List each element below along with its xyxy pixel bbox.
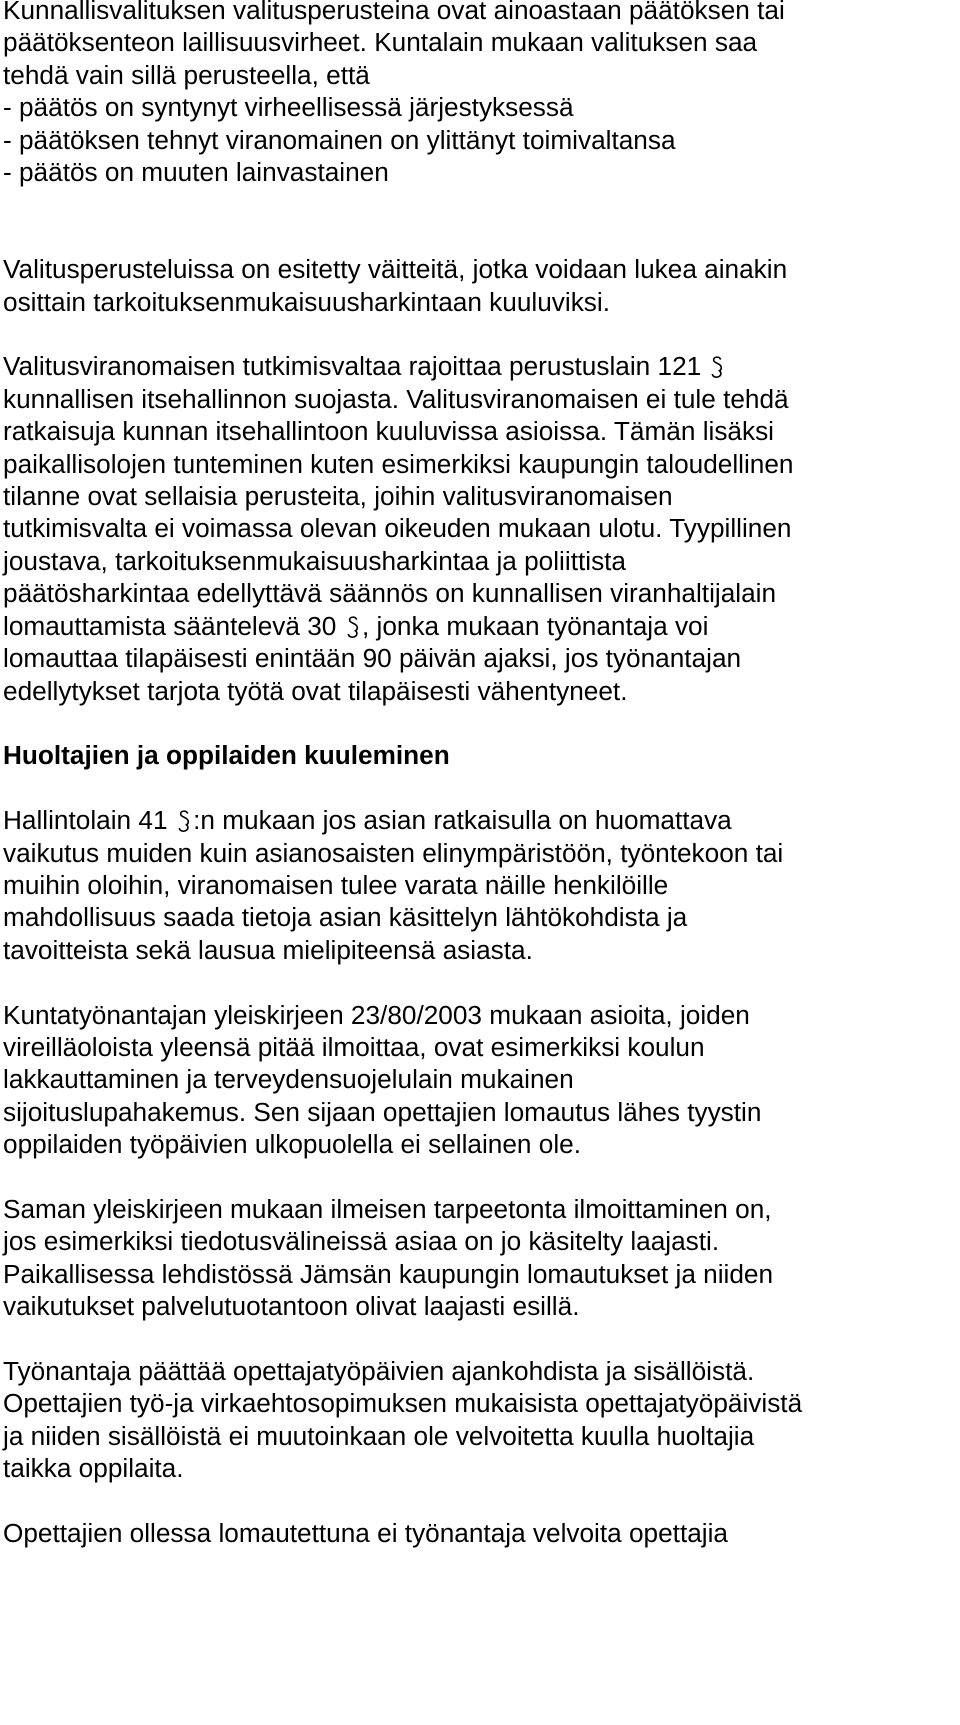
list-item: - päätös on syntynyt virheellisessä järjestyksessä xyxy=(3,92,574,123)
text-line: lakkauttaminen ja terveydensuojelulain mukainen xyxy=(3,1064,574,1095)
paragraph-vaitteet xyxy=(3,253,955,318)
text-line: kunnallisen itsehallinnon suojasta. Valitusviranomaisen ei tule tehdä xyxy=(3,383,789,414)
text-segment: lomauttamista sääntelevä 30 xyxy=(3,610,337,641)
text-line: mahdollisuus saada tietoja asian käsittelyn lähtökohdista ja xyxy=(3,902,688,933)
paragraph-yleiskirje xyxy=(3,999,955,1161)
paragraph-viimeinen xyxy=(3,1517,955,1549)
paragraph-spacer xyxy=(3,707,955,739)
paragraph-hallintolaki xyxy=(3,804,955,966)
paragraph-spacer xyxy=(3,318,955,350)
document-page xyxy=(3,0,955,1549)
text-line: Saman yleiskirjeen mukaan ilmeisen tarpeetonta ilmoittaminen on, xyxy=(3,1193,772,1224)
text-line: Opettajien ollessa lomautettuna ei työnantaja velvoita opettajia xyxy=(3,1517,728,1548)
text-line: Kunnallisvalituksen valitusperusteina ovat ainoastaan päätöksen tai xyxy=(3,0,785,25)
text-line: ja niiden sisällöistä ei muutoinkaan ole velvoitetta kuulla huoltajia xyxy=(3,1420,755,1451)
text-line: osittain tarkoituksenmukaisuusharkintaan kuuluviksi. xyxy=(3,286,610,317)
list-item: - päätöksen tehnyt viranomainen on ylittänyt toimivaltansa xyxy=(3,124,676,155)
text-line: päätöksenteon laillisuusvirheet. Kuntalain mukaan valituksen saa xyxy=(3,27,758,58)
text-line: Paikallisessa lehdistössä Jämsän kaupungin lomautukset ja niiden xyxy=(3,1258,774,1289)
text-line: Opettajien työ-ja virkaehtosopimuksen mukaisista opettajatyöpäivistä xyxy=(3,1388,803,1419)
heading-text: Huoltajien ja oppilaiden kuuleminen xyxy=(3,740,450,771)
text-line: joustava, tarkoituksenmukaisuusharkintaa ja poliittista xyxy=(3,545,627,576)
text-line: Valitusperusteluissa on esitetty väitteitä, jotka voidaan lukea ainakin xyxy=(3,254,788,285)
text-line: tilanne ovat sellaisia perusteita, joihin valitusviranomaisen xyxy=(3,481,673,512)
paragraph-tyonantaja xyxy=(3,1355,955,1485)
paragraph-spacer xyxy=(3,1485,955,1517)
section-symbol-icon xyxy=(344,614,362,640)
paragraph-ilmoittaminen xyxy=(3,1193,955,1323)
text-line: tavoitteista sekä lausua mielipiteensä asiasta. xyxy=(3,934,533,965)
paragraph-spacer xyxy=(3,1161,955,1193)
text-line xyxy=(3,350,955,382)
paragraph-valitusperusteet xyxy=(3,0,955,188)
text-line xyxy=(3,610,955,642)
text-line: jos esimerkiksi tiedotusvälineissä asiaa on jo käsitelty laajasti. xyxy=(3,1226,720,1257)
text-line: Työnantaja päättää opettajatyöpäivien ajankohdista ja sisällöistä. xyxy=(3,1355,755,1386)
text-line: edellytykset tarjota työtä ovat tilapäisesti vähentyneet. xyxy=(3,675,628,706)
text-line: lomauttaa tilapäisesti enintään 90 päivän ajaksi, jos työnantajan xyxy=(3,643,742,674)
text-line: Kuntatyönantajan yleiskirjeen 23/80/2003 mukaan asioita, joiden xyxy=(3,999,750,1030)
paragraph-spacer xyxy=(3,188,955,253)
text-line: muihin oloihin, viranomaisen tulee varata näille henkilöille xyxy=(3,869,669,900)
text-line: tehdä vain sillä perusteella, että xyxy=(3,59,370,90)
paragraph-spacer xyxy=(3,966,955,998)
section-symbol-icon xyxy=(175,808,193,834)
text-line: vaikutukset palvelutuotantoon olivat laajasti esillä. xyxy=(3,1291,580,1322)
text-segment: , jonka mukaan työnantaja voi xyxy=(361,610,709,641)
text-line: tutkimisvalta ei voimassa olevan oikeuden mukaan ulotu. Tyypillinen xyxy=(3,513,792,544)
paragraph-tutkimisvalta xyxy=(3,350,955,706)
text-line: sijoituslupahakemus. Sen sijaan opettajien lomautus lähes tyystin xyxy=(3,1096,762,1127)
list-item: - päätös on muuten lainvastainen xyxy=(3,157,389,188)
text-segment: Valitusviranomaisen tutkimisvaltaa rajoittaa perustuslain 121 xyxy=(3,351,702,382)
section-symbol-icon xyxy=(708,354,726,380)
text-line: päätösharkintaa edellyttävä säännös on kunnallisen viranhaltijalain xyxy=(3,578,777,609)
paragraph-spacer xyxy=(3,1323,955,1355)
text-line: paikallisolojen tunteminen kuten esimerkiksi kaupungin taloudellinen xyxy=(3,448,794,479)
paragraph-spacer xyxy=(3,772,955,804)
section-heading xyxy=(3,739,955,771)
text-line: taikka oppilaita. xyxy=(3,1453,184,1484)
text-line: ratkaisuja kunnan itsehallintoon kuuluvissa asioissa. Tämän lisäksi xyxy=(3,416,774,447)
text-segment: :n mukaan jos asian ratkaisulla on huomattava xyxy=(193,805,732,836)
text-line: vaikutus muiden kuin asianosaisten elinympäristöön, työntekoon tai xyxy=(3,837,784,868)
text-segment: Hallintolain 41 xyxy=(3,805,168,836)
text-line xyxy=(3,804,955,836)
text-line: oppilaiden työpäivien ulkopuolella ei sellainen ole. xyxy=(3,1129,581,1160)
text-line: vireilläoloista yleensä pitää ilmoittaa, ovat esimerkiksi koulun xyxy=(3,1031,705,1062)
